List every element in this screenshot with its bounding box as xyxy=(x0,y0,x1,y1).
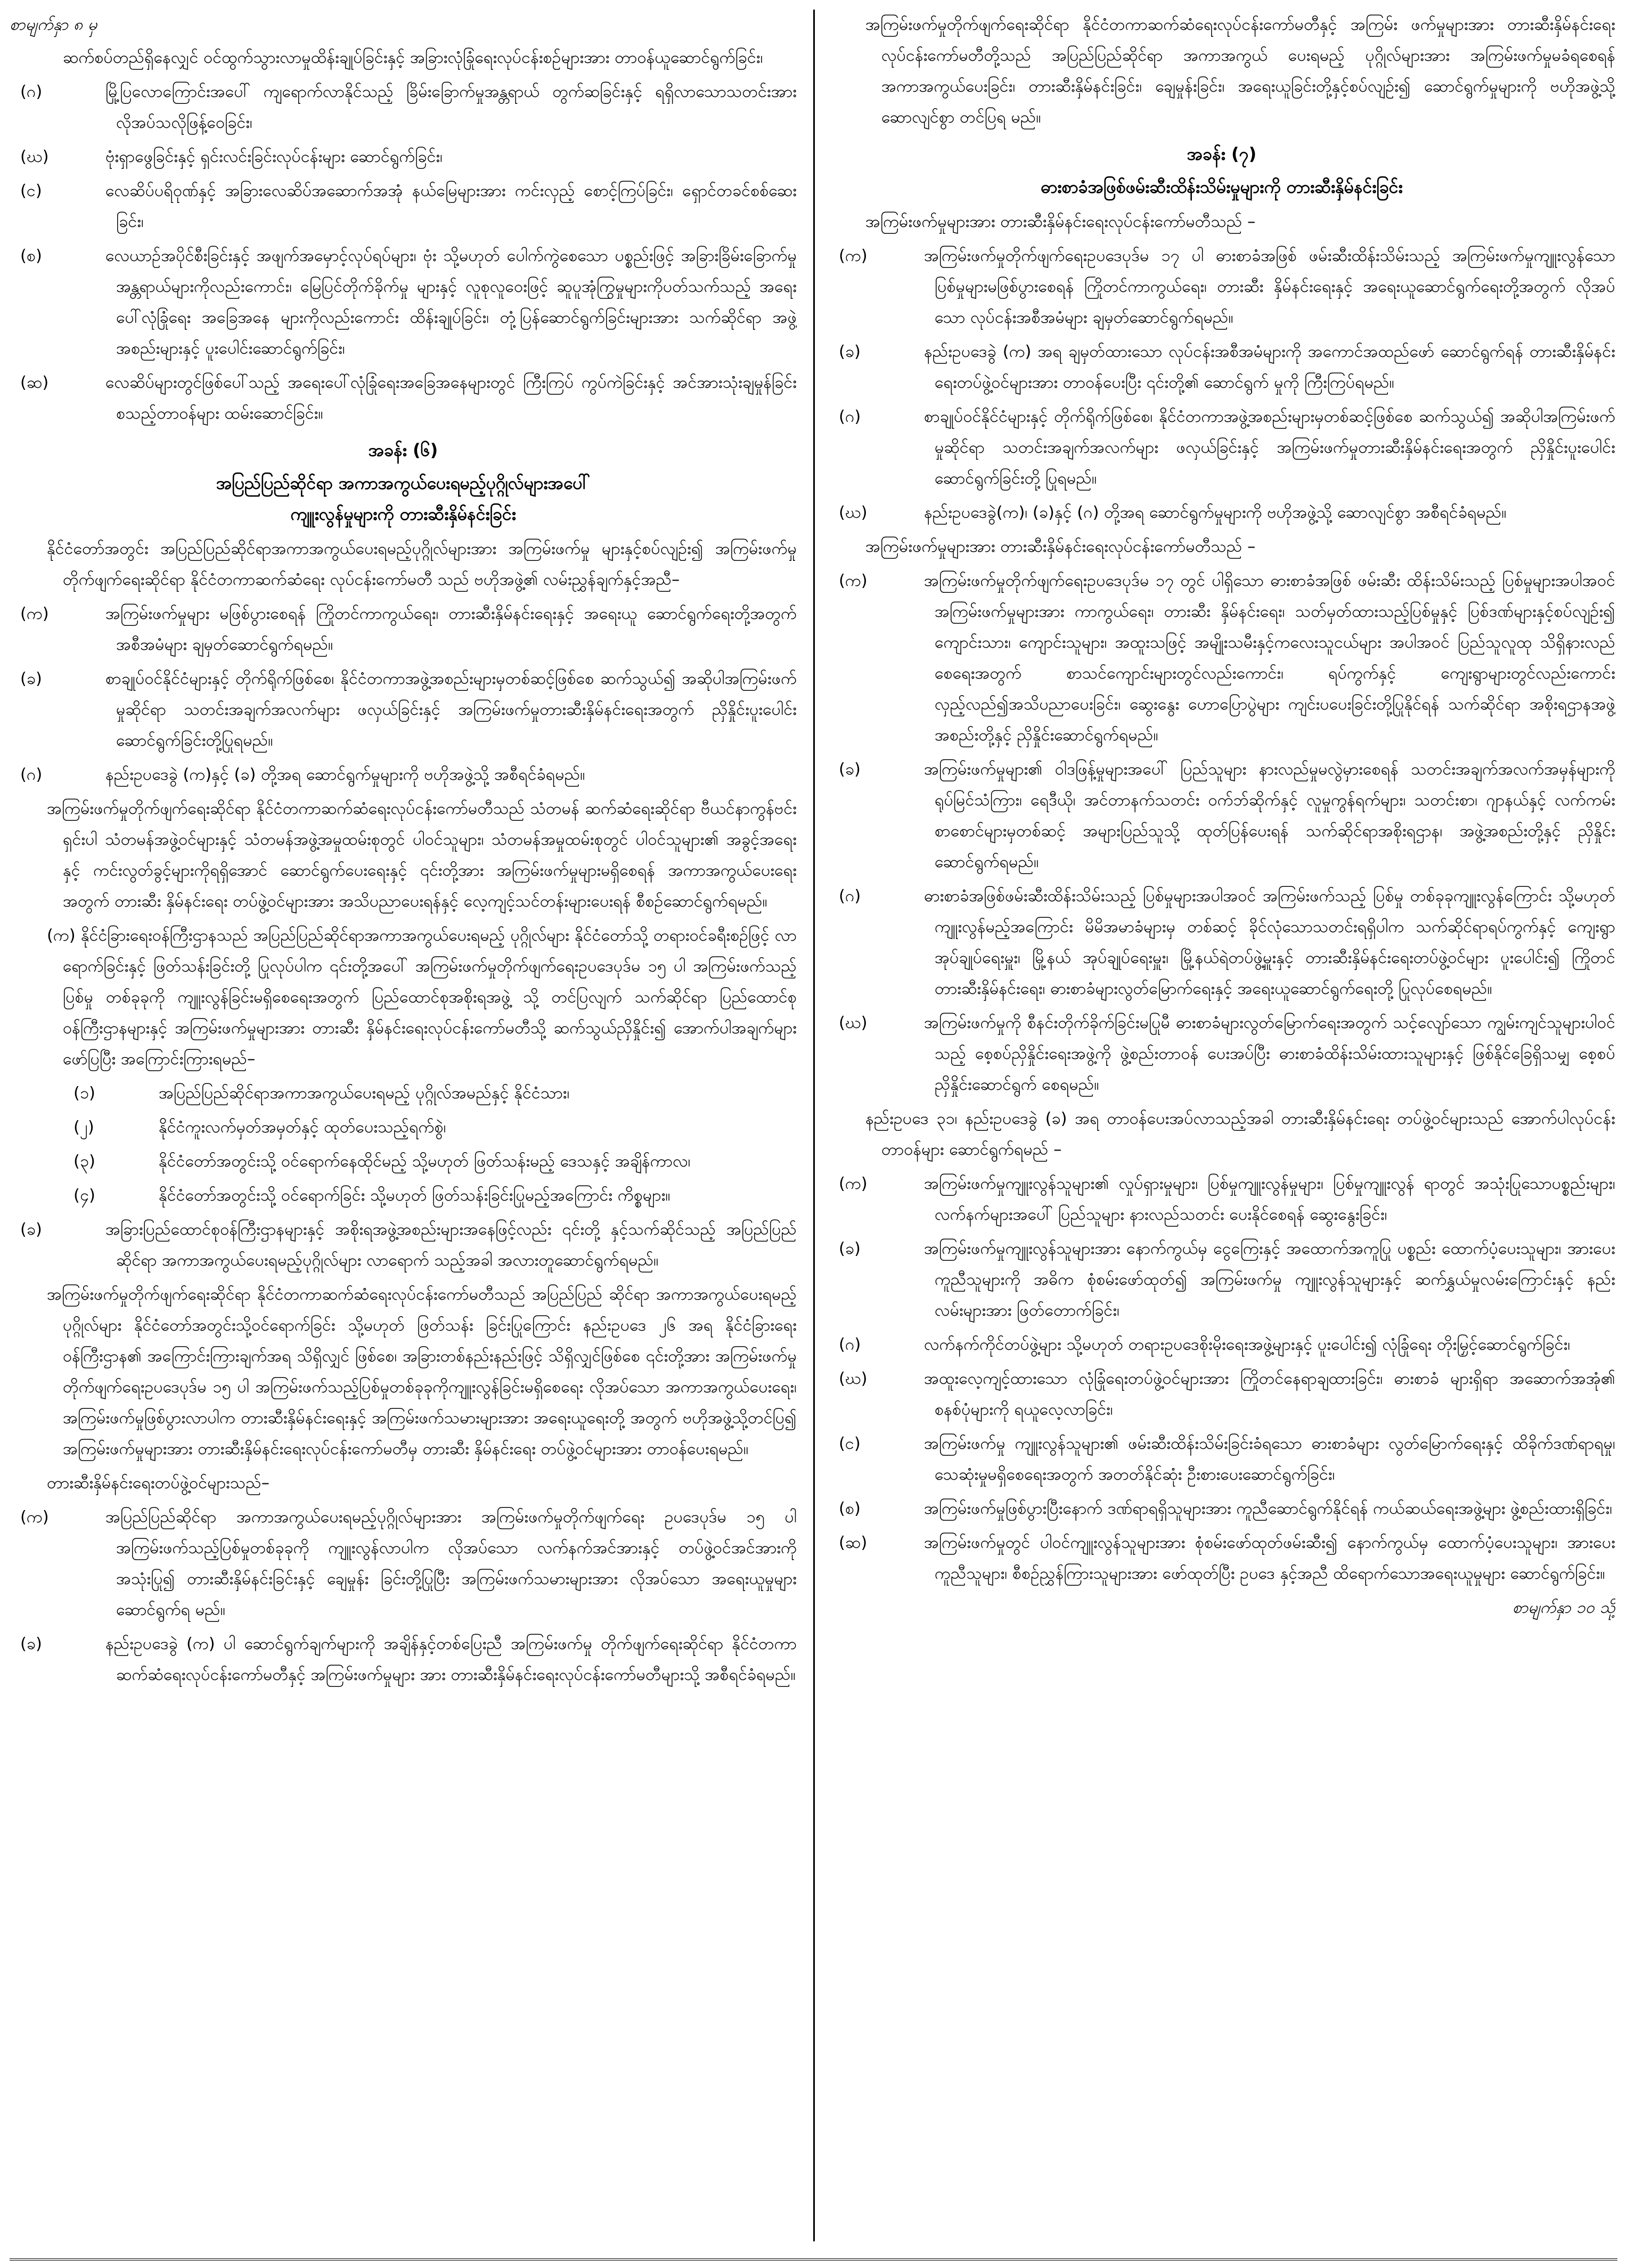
chapter-6-heading: အခန်း (၆) xyxy=(368,440,438,460)
page-continued-from: စာမျက်နှာ ၈ မှ xyxy=(10,15,97,34)
section-26: (က) နိုင်ငံခြားရေးဝန်ကြီးဌာနသည် အပြည်ပြည်ဆိုင်ရာအကာအကွယ်ပေးရမည့် ပုဂ္ဂိုလ်များ နိုင်ငံတော်သို့ တရားဝင်ခရီးစဉ်ဖြင့် လာရောက်ခြင်းနှင့် ဖြတ်သန်းခြင်းတို့ ပြုလုပ်ပါက ၎င်းတို့အပေါ် အကြမ်းဖက်မှုတိုက်ဖျက်ရေးဥပဒေပုဒ်မ ၁၅ ပါ အကြမ်းဖက်သည့် ပြစ်မှု တစ်ခုခုကို ကျူးလွန်ခြင်းမရှိစေရေးအတွက် ပြည်ထောင်စုအစိုးရအဖွဲ့ သို့ တင်ပြလျက် သက်ဆိုင်ရာ ပြည်ထောင်စုဝန်ကြီးဌာနများနှင့် အကြမ်းဖက်မှုများအား တားဆီး နှိမ်နင်းရေးလုပ်ငန်းကော်မတီသို့ ဆက်သွယ်ညှိနှိုင်း၍ အောက်ပါအချက်များ ဖော်ပြပြီး အကြောင်းကြားရမည်– xyxy=(47,926,797,1068)
section-31-gha: (ဃ) အကြမ်းဖက်မှုကို စီနင်းတိုက်ခိုက်ခြင်းမပြုမီ ဓားစာခံများလွတ်မြောက်ရေးအတွက် သင့်လျော်သော ကျွမ်းကျင်သူများပါဝင်သည့် စေ့စပ်ညှိနှိုင်းရေးအဖွဲ့ကို ဖွဲ့စည်းတာဝန် ပေးအပ်ပြီး ဓားစာခံထိန်းသိမ်းထားသူများနှင့် ဖြစ်နိုင်ခြေရှိသမျှ စေ့စပ်ညှိနှိုင်းဆောင်ရွက် စေရမည်။ xyxy=(839,1014,1615,1094)
bottom-border xyxy=(10,2258,1617,2261)
right-column xyxy=(828,10,1615,2257)
section-32-hsa: (ဆ) အကြမ်းဖက်မှုတွင် ပါဝင်ကျူးလွန်သူများအား စုံစမ်းဖော်ထုတ်ဖမ်းဆီး၍ နောက်ကွယ်မှ ထောက်ပံ့ပေးသူများ၊ အားပေးကူညီသူများ၊ စီစဉ်ညွှန်ကြားသူများအား ဖော်ထုတ်ပြီး ဥပဒေ နှင့်အညီ ထိရောက်သောအရေးယူမှုများ ဆောင်ရွက်ခြင်း။ xyxy=(839,1533,1615,1583)
section-31-ka: (က) အကြမ်းဖက်မှုတိုက်ဖျက်ရေးဥပဒေပုဒ်မ ၁၇ တွင် ပါရှိသော ဓားစာခံအဖြစ် ဖမ်းဆီး ထိန်းသိမ်းသည့် ပြစ်မှုများအပါအဝင် အကြမ်းဖက်မှုများအား ကာကွယ်ရေး၊ တားဆီး နှိမ်နင်းရေး၊ သတ်မှတ်ထားသည့်ပြစ်မှုနှင့် ပြစ်ဒဏ်များနှင့်စပ်လျဉ်း၍ ကျောင်းသား၊ ကျောင်းသူများ၊ အထူးသဖြင့် အမျိုးသမီးနှင့်ကလေးသူငယ်များ အပါအဝင် ပြည်သူလူထု သိရှိနားလည်စေရေးအတွက် စာသင်ကျောင်းများတွင်လည်းကောင်း၊ ရပ်ကွက်နှင့် ကျေးရွာများတွင်လည်းကောင်း လှည့်လည်၍အသိပညာပေးခြင်း၊ ဆွေးနွေး ဟောပြောပွဲများ ကျင်းပပေးခြင်းတို့ပြုနိုင်ရန် သက်ဆိုင်ရာ အစိုးရဌာနအဖွဲ့အစည်းတို့နှင့် ညှိနှိုင်းဆောင်ရွက်ရမည်။ xyxy=(839,572,1615,745)
section-26-sub-4: (၄) နိုင်ငံတော်အတွင်းသို့ ဝင်ရောက်ခြင်း သို့မဟုတ် ဖြတ်သန်းခြင်းပြုမည့်အကြောင်း ကိစ္စများ။ xyxy=(73,1186,671,1205)
chapter-6-title: အပြည်ပြည်ဆိုင်ရာ အကာအကွယ်ပေးရမည့်ပုဂ္ဂိုလ်များအပေါ် ကျူးလွန်မှုများကို တားဆီးနှိမ်နင်းခြင်း xyxy=(216,473,590,524)
section-24: နိုင်ငံတော်အတွင်း အပြည်ပြည်ဆိုင်ရာအကာအကွယ်ပေးရမည့်ပုဂ္ဂိုလ်များအား အကြမ်းဖက်မှု များနှင့်စပ်လျဉ်း၍ အကြမ်းဖက်မှုတိုက်ဖျက်ရေးဆိုင်ရာ နိုင်ငံတကာဆက်ဆံရေး လုပ်ငန်းကော်မတီ သည် ဗဟိုအဖွဲ့၏ လမ်းညွှန်ချက်နှင့်အညီ– xyxy=(47,540,797,589)
section-28: တားဆီးနှိမ်နင်းရေးတပ်ဖွဲ့ဝင်များသည်– xyxy=(47,1474,269,1492)
column-divider xyxy=(813,10,815,2241)
section-30-ga: (ဂ) စာချုပ်ဝင်နိုင်ငံများနှင့် တိုက်ရိုက်ဖြစ်စေ၊ နိုင်ငံတကာအဖွဲ့အစည်းများမှတစ်ဆင့်ဖြစ်စေ ဆက်သွယ်၍ အဆိုပါအကြမ်းဖက်မှုဆိုင်ရာ သတင်းအချက်အလက်များ ဖလှယ်ခြင်းနှင့် အကြမ်းဖက်မှုတားဆီးနှိမ်နင်းရေးအတွက် ညှိနှိုင်းပူးပေါင်းဆောင်ရွက်ခြင်းတို့ ပြုရမည်။ xyxy=(839,407,1615,488)
section-29: အကြမ်းဖက်မှုတိုက်ဖျက်ရေးဆိုင်ရာ နိုင်ငံတကာဆက်ဆံရေးလုပ်ငန်းကော်မတီနှင့် အကြမ်း ဖက်မှုများအား တားဆီးနှိမ်နင်းရေးလုပ်ငန်းကော်မတီတို့သည် အပြည်ပြည်ဆိုင်ရာ အကာအကွယ် ပေးရမည့် ပုဂ္ဂိုလ်များအား အကြမ်းဖက်မှုမခံရစေရန် အကာအကွယ်ပေးခြင်း၊ တားဆီးနှိမ်နင်းခြင်း၊ ချေမှုန်းခြင်း၊ အရေးယူခြင်းတို့နှင့်စပ်လျဉ်း၍ ဆောင်ရွက်မှုများကို ဗဟိုအဖွဲ့သို့ ဆောလျင်စွာ တင်ပြရ မည်။ xyxy=(865,15,1615,127)
section-30: အကြမ်းဖက်မှုများအား တားဆီးနှိမ်နင်းရေးလုပ်ငန်းကော်မတီသည် – xyxy=(865,213,1256,231)
left-column xyxy=(10,10,797,2257)
section-24-ga: (ဂ) နည်းဥပဒေခွဲ (က)နှင့် (ခ) တို့အရ ဆောင်ရွက်မှုများကို ဗဟိုအဖွဲ့သို့ အစီရင်ခံရမည်။ xyxy=(20,765,585,784)
section-25: အကြမ်းဖက်မှုတိုက်ဖျက်ရေးဆိုင်ရာ နိုင်ငံတကာဆက်ဆံရေးလုပ်ငန်းကော်မတီသည် သံတမန် ဆက်ဆံရေးဆိုင်ရာ ဗီယင်နာကွန်ဗင်းရှင်းပါ သံတမန်အဖွဲ့ဝင်များနှင့် သံတမန်အဖွဲ့အမှုထမ်းစုတွင် ပါဝင်သူများ၊ သံတမန်အမှုထမ်းစုတွင် ပါဝင်သူများ၏ အခွင့်အရေးနှင့် ကင်းလွတ်ခွင့်များကိုရရှိအောင် ဆောင်ရွက်ပေးရေးနှင့် ၎င်းတို့အား အကြမ်းဖက်မှုများမရှိစေရန် အကာအကွယ်ပေးရေးအတွက် တားဆီး နှိမ်နင်းရေး တပ်ဖွဲ့ဝင်များအား အသိပညာပေးရန်နှင့် လေ့ကျင့်သင်တန်းများပေးရန် စီစဉ်ဆောင်ရွက်ရမည်။ xyxy=(47,799,797,911)
section-32-sa: (စ) အကြမ်းဖက်မှုဖြစ်ပွားပြီးနောက် ဒဏ်ရာရရှိသူများအား ကူညီဆောင်ရွက်နိုင်ရန် ကယ်ဆယ်ရေးအဖွဲ့များ ဖွဲ့စည်းထားရှိခြင်း၊ xyxy=(839,1499,1613,1518)
section-32-ka: (က) အကြမ်းဖက်မှုကျူးလွန်သူများ၏ လှုပ်ရှားမှုများ၊ ပြစ်မှုကျူးလွန်မှုများ၊ ပြစ်မှုကျူးလွန် ရာတွင် အသုံးပြုသောပစ္စည်းများ၊ လက်နက်များအပေါ် ပြည်သူများ နားလည်သတင်း ပေးနိုင်စေရန် ဆွေးနွေးခြင်း၊ xyxy=(839,1174,1615,1224)
section-28-kha: (ခ) နည်းဥပဒေခွဲ (က) ပါ ဆောင်ရွက်ချက်များကို အချိန်နှင့်တစ်ပြေးညီ အကြမ်းဖက်မှု တိုက်ဖျက်ရေးဆိုင်ရာ နိုင်ငံတကာဆက်ဆံရေးလုပ်ငန်းကော်မတီနှင့် အကြမ်းဖက်မှုများ အား တားဆီးနှိမ်နင်းရေးလုပ်ငန်းကော်မတီများသို့ အစီရင်ခံရမည်။ xyxy=(20,1635,797,1684)
page-continues-to: စာမျက်နှာ ၁၀ သို့ xyxy=(1512,1598,1615,1617)
section-24-kha: (ခ) စာချုပ်ဝင်နိုင်ငံများနှင့် တိုက်ရိုက်ဖြစ်စေ၊ နိုင်ငံတကာအဖွဲ့အစည်းများမှတစ်ဆင့်ဖြစ်စေ ဆက်သွယ်၍ အဆိုပါအကြမ်းဖက်မှုဆိုင်ရာ သတင်းအချက်အလက်များ ဖလှယ်ခြင်းနှင့် အကြမ်းဖက်မှုတားဆီးနှိမ်နင်းရေးအတွက် ညှိနှိုင်းပူးပေါင်းဆောင်ရွက်ခြင်းတို့ပြုရမည်။ xyxy=(20,670,797,750)
clause-nga: (င) လေဆိပ်ပရိဝုဏ်နှင့် အခြားလေဆိပ်အဆောက်အအုံ နယ်မြေများအား ကင်းလှည့် စောင့်ကြပ်ခြင်း၊ ရှောင်တခင်စစ်ဆေးခြင်း၊ xyxy=(20,182,797,231)
section-30-gha: (ဃ) နည်းဥပဒေခွဲ(က)၊ (ခ)နှင့် (ဂ) တို့အရ ဆောင်ရွက်မှုများကို ဗဟိုအဖွဲ့သို့ ဆောလျင်စွာ အစီရင်ခံရမည်။ xyxy=(839,503,1507,522)
section-26-sub-1: (၁) အပြည်ပြည်ဆိုင်ရာအကာအကွယ်ပေးရမည့် ပုဂ္ဂိုလ်အမည်နှင့် နိုင်ငံသား၊ xyxy=(73,1084,570,1103)
chapter-7-heading: အခန်း (၇) xyxy=(1187,144,1257,164)
section-31: အကြမ်းဖက်မှုများအား တားဆီးနှိမ်နင်းရေးလုပ်ငန်းကော်မတီသည် – xyxy=(865,537,1256,556)
section-31-ga: (ဂ) ဓားစာခံအဖြစ်ဖမ်းဆီးထိန်းသိမ်းသည့် ပြစ်မှုများအပါအဝင် အကြမ်းဖက်သည့် ပြစ်မှု တစ်ခုခုကျူးလွန်ကြောင်း သို့မဟုတ် ကျူးလွန်မည့်အကြောင်း မိမိအမာခံများမှ တစ်ဆင့် ခိုင်လုံသောသတင်းရရှိပါက သက်ဆိုင်ရာရပ်ကွက်နှင့် ကျေးရွာအုပ်ချုပ်ရေးမှူး၊ မြို့နယ် အုပ်ချုပ်ရေးမှူး၊ မြို့နယ်ရဲတပ်ဖွဲ့မှူးနှင့် တားဆီးနှိမ်နင်းရေးတပ်ဖွဲ့ဝင်များ ပူးပေါင်း၍ ကြိုတင်တားဆီးနှိမ်နင်းရေး၊ ဓားစာခံများလွတ်မြောက်ရေးနှင့် အရေးယူဆောင်ရွက်ရေးတို့ ပြုလုပ်စေရမည်။ xyxy=(839,887,1615,998)
clause-gha: (ဃ) ဗုံးရှာဖွေခြင်းနှင့် ရှင်းလင်းခြင်းလုပ်ငန်းများ ဆောင်ရွက်ခြင်း၊ xyxy=(20,148,443,166)
clause-hsa: (ဆ) လေဆိပ်များတွင်ဖြစ်ပေါ်သည့် အရေးပေါ်လုံခြုံရေးအခြေအနေများတွင် ကြီးကြပ် ကွပ်ကဲခြင်းနှင့် အင်အားသုံးချမှုန်ခြင်း စသည့်တာဝန်များ ထမ်းဆောင်ခြင်း။ xyxy=(20,373,797,423)
section-32-gha: (ဃ) အထူးလေ့ကျင့်ထားသော လုံခြုံရေးတပ်ဖွဲ့ဝင်များအား ကြိုတင်နေရာချထားခြင်း၊ ဓားစာခံ များရှိရာ အဆောက်အအုံ၏ စနစ်ပုံများကို ရယူလေ့လာခြင်း၊ xyxy=(839,1369,1615,1419)
section-31-kha: (ခ) အကြမ်းဖက်မှုများ၏ ဝါဒဖြန့်မှုများအပေါ် ပြည်သူများ နားလည်မှုမလွဲမှားစေရန် သတင်းအချက်အလက်အမှန်များကို ရုပ်မြင်သံကြား၊ ရေဒီယို၊ အင်တာနက်သတင်း ဝက်ဘ်ဆိုက်နှင့် လူမှုကွန်ရက်များ၊ သတင်းစာ၊ ဂျာနယ်နှင့် လက်ကမ်းစာစောင်များမှတစ်ဆင့် အများပြည်သူသို့ ထုတ်ပြန်ပေးရန် သက်ဆိုင်ရာအစိုးရဌာန၊ အဖွဲ့အစည်းတို့နှင့် ညှိနှိုင်း ဆောင်ရွက်ရမည်။ xyxy=(839,760,1615,871)
section-28-ka: (က) အပြည်ပြည်ဆိုင်ရာ အကာအကွယ်ပေးရမည့်ပုဂ္ဂိုလ်များအား အကြမ်းဖက်မှုတိုက်ဖျက်ရေး ဥပဒေပုဒ်မ ၁၅ ပါ အကြမ်းဖက်သည့်ပြစ်မှုတစ်ခုခုကို ကျူးလွန်လာပါက လိုအပ်သော လက်နက်အင်အားနှင့် တပ်ဖွဲ့ဝင်အင်အားကိုအသုံးပြု၍ တားဆီးနှိမ်နင်းခြင်းနှင့် ချေမှုန်း ခြင်းတို့ပြုပြီး အကြမ်းဖက်သမားများအား လိုအပ်သော အရေးယူမှုများ ဆောင်ရွက်ရ မည်။ xyxy=(20,1508,797,1619)
section-27: အကြမ်းဖက်မှုတိုက်ဖျက်ရေးဆိုင်ရာ နိုင်ငံတကာဆက်ဆံရေးလုပ်ငန်းကော်မတီသည် အပြည်ပြည် ဆိုင်ရာ အကာအကွယ်ပေးရမည့်ပုဂ္ဂိုလ်များ နိုင်ငံတော်အတွင်းသို့ဝင်ရောက်ခြင်း သို့မဟုတ် ဖြတ်သန်း ခြင်းပြုကြောင်း နည်းဥပဒေ ၂၆ အရ နိုင်ငံခြားရေးဝန်ကြီးဌာန၏ အကြောင်းကြားချက်အရ သိရှိလျှင် ဖြစ်စေ၊ အခြားတစ်နည်းနည်းဖြင့် သိရှိလျှင်ဖြစ်စေ ၎င်းတို့အား အကြမ်းဖက်မှု တိုက်ဖျက်ရေးဥပဒေပုဒ်မ ၁၅ ပါ အကြမ်းဖက်သည့်ပြစ်မှုတစ်ခုခုကိုကျူးလွန်ခြင်းမရှိစေရေး လိုအပ်သော အကာအကွယ်ပေးရေး၊ အကြမ်းဖက်မှုဖြစ်ပွားလာပါက တားဆီးနှိမ်နင်းရေးနှင့် အကြမ်းဖက်သမားများအား အရေးယူရေးတို့ အတွက် ဗဟိုအဖွဲ့သို့တင်ပြ၍ အကြမ်းဖက်မှုများအား တားဆီးနှိမ်နင်းရေးလုပ်ငန်းကော်မတီမှ တားဆီး နှိမ်နင်းရေး တပ်ဖွဲ့ဝင်များအား တာဝန်ပေးရမည်။ xyxy=(47,1285,797,1458)
section-32-ga: (ဂ) လက်နက်ကိုင်တပ်ဖွဲ့များ သို့မဟုတ် တရားဥပဒေစိုးမိုးရေးအဖွဲ့များနှင့် ပူးပေါင်း၍ လုံခြုံရေး တိုးမြှင့်ဆောင်ရွက်ခြင်း၊ xyxy=(839,1335,1571,1354)
clause-ga: (ဂ) မြို့ပြလောကြောင်းအပေါ် ကျရောက်လာနိုင်သည့် ခြိမ်းခြောက်မှုအန္တရာယ် တွက်ဆခြင်းနှင့် ရရှိလာသောသတင်းအား လိုအပ်သလိုဖြန့်ဝေခြင်း၊ xyxy=(20,83,797,132)
section-32: နည်းဥပဒေ ၃၁၊ နည်းဥပဒေခွဲ (ခ) အရ တာဝန်ပေးအပ်လာသည့်အခါ တားဆီးနှိမ်နင်းရေး တပ်ဖွဲ့ဝင်များသည် အောက်ပါလုပ်ငန်းတာဝန်များ ဆောင်ရွက်ရမည် – xyxy=(865,1109,1615,1159)
chapter-7-title: ဓားစာခံအဖြစ်ဖမ်းဆီးထိန်းသိမ်းမှုများကို တားဆီးနှိမ်နင်းခြင်း xyxy=(1041,177,1403,197)
section-26-kha: (ခ) အခြားပြည်ထောင်စုဝန်ကြီးဌာနများနှင့် အစိုးရအဖွဲ့အစည်းများအနေဖြင့်လည်း ၎င်းတို့ နှင့်သက်ဆိုင်သည့် အပြည်ပြည်ဆိုင်ရာ အကာအကွယ်ပေးရမည့်ပုဂ္ဂိုလ်များ လာရောက် သည့်အခါ အလားတူဆောင်ရွက်ရမည်။ xyxy=(20,1220,797,1270)
section-26-sub-2: (၂) နိုင်ငံကူးလက်မှတ်အမှတ်နှင့် ထုတ်ပေးသည့်ရက်စွဲ၊ xyxy=(73,1118,446,1137)
clause-sa: (စ) လေယာဉ်အပိုင်စီးခြင်းနှင့် အဖျက်အမှောင့်လုပ်ရပ်များ၊ ဗုံး သို့မဟုတ် ပေါက်ကွဲစေသော ပစ္စည်းဖြင့် အခြားခြိမ်းခြောက်မှု အန္တရာယ်များကိုလည်းကောင်း၊ မြေပြင်တိုက်ခိုက်မှု များနှင့် လူစုလူဝေးဖြင့် ဆူပူအုံကြွမှုများကိုပတ်သက်သည့် အရေးပေါ်လုံခြုံရေး အခြေအနေ များကိုလည်းကောင်း ထိန်းချုပ်ခြင်း၊ တုံ့ပြန်ဆောင်ရွက်ခြင်းများအား သက်ဆိုင်ရာ အဖွဲ့အစည်းများနှင့် ပူးပေါင်းဆောင်ရွက်ခြင်း၊ xyxy=(20,247,797,358)
section-26-sub-3: (၃) နိုင်ငံတော်အတွင်းသို့ ဝင်ရောက်နေထိုင်မည့် သို့မဟုတ် ဖြတ်သန်းမည့် ဒေသနှင့် အချိန်ကာလ၊ xyxy=(73,1152,691,1171)
section-30-kha: (ခ) နည်းဥပဒေခွဲ (က) အရ ချမှတ်ထားသော လုပ်ငန်းအစီအမံများကို အကောင်အထည်ဖော် ဆောင်ရွက်ရန် တားဆီးနှိမ်နင်းရေးတပ်ဖွဲ့ဝင်များအား တာဝန်ပေးပြီး ၎င်းတို့၏ ဆောင်ရွက် မှုကို ကြီးကြပ်ရမည်။ xyxy=(839,342,1615,392)
section-32-nga: (င) အကြမ်းဖက်မှု ကျူးလွန်သူများ၏ ဖမ်းဆီးထိန်းသိမ်းခြင်းခံရသော ဓားစာခံများ လွတ်မြောက်ရေးနှင့် ထိခိုက်ဒဏ်ရာရမှု၊ သေဆုံးမှုမရှိစေရေးအတွက် အတတ်နိုင်ဆုံး ဦးစားပေးဆောင်ရွက်ခြင်း၊ xyxy=(839,1434,1615,1484)
section-24-ka: (က) အကြမ်းဖက်မှုများ မဖြစ်ပွားစေရန် ကြိုတင်ကာကွယ်ရေး၊ တားဆီးနှိမ်နင်းရေးနှင့် အရေးယူ ဆောင်ရွက်ရေးတို့အတွက် အစီအမံများ ချမှတ်ဆောင်ရွက်ရမည်။ xyxy=(20,605,797,654)
intro-continuation: ဆက်စပ်တည်ရှိနေလျှင် ဝင်ထွက်သွားလာမှုထိန်းချုပ်ခြင်းနှင့် အခြားလုံခြုံရေးလုပ်ငန်းစဉ်များအား တာဝန်ယူဆောင်ရွက်ခြင်း၊ xyxy=(63,48,763,67)
section-30-ka: (က) အကြမ်းဖက်မှုတိုက်ဖျက်ရေးဥပဒေပုဒ်မ ၁၇ ပါ ဓားစာခံအဖြစ် ဖမ်းဆီးထိန်းသိမ်းသည့် အကြမ်းဖက်မှုကျူးလွန်သော ပြစ်မှုများမဖြစ်ပွားစေရန် ကြိုတင်ကာကွယ်ရေး၊ တားဆီး နှိမ်နင်းရေးနှင့် အရေးယူဆောင်ရွက်ရေးတို့အတွက် လိုအပ်သော လုပ်ငန်းအစီအမံများ ချမှတ်ဆောင်ရွက်ရမည်။ xyxy=(839,247,1615,327)
section-32-kha: (ခ) အကြမ်းဖက်မှုကျူးလွန်သူများအား နောက်ကွယ်မှ ငွေကြေးနှင့် အထောက်အကူပြု ပစ္စည်း ထောက်ပံ့ပေးသူများ၊ အားပေးကူညီသူများကို အဓိက စုံစမ်းဖော်ထုတ်၍ အကြမ်းဖက်မှု ကျူးလွန်သူများနှင့် ဆက်နွှယ်မှုလမ်းကြောင်းနှင့် နည်းလမ်းများအား ဖြတ်တောက်ခြင်း၊ xyxy=(839,1239,1615,1320)
